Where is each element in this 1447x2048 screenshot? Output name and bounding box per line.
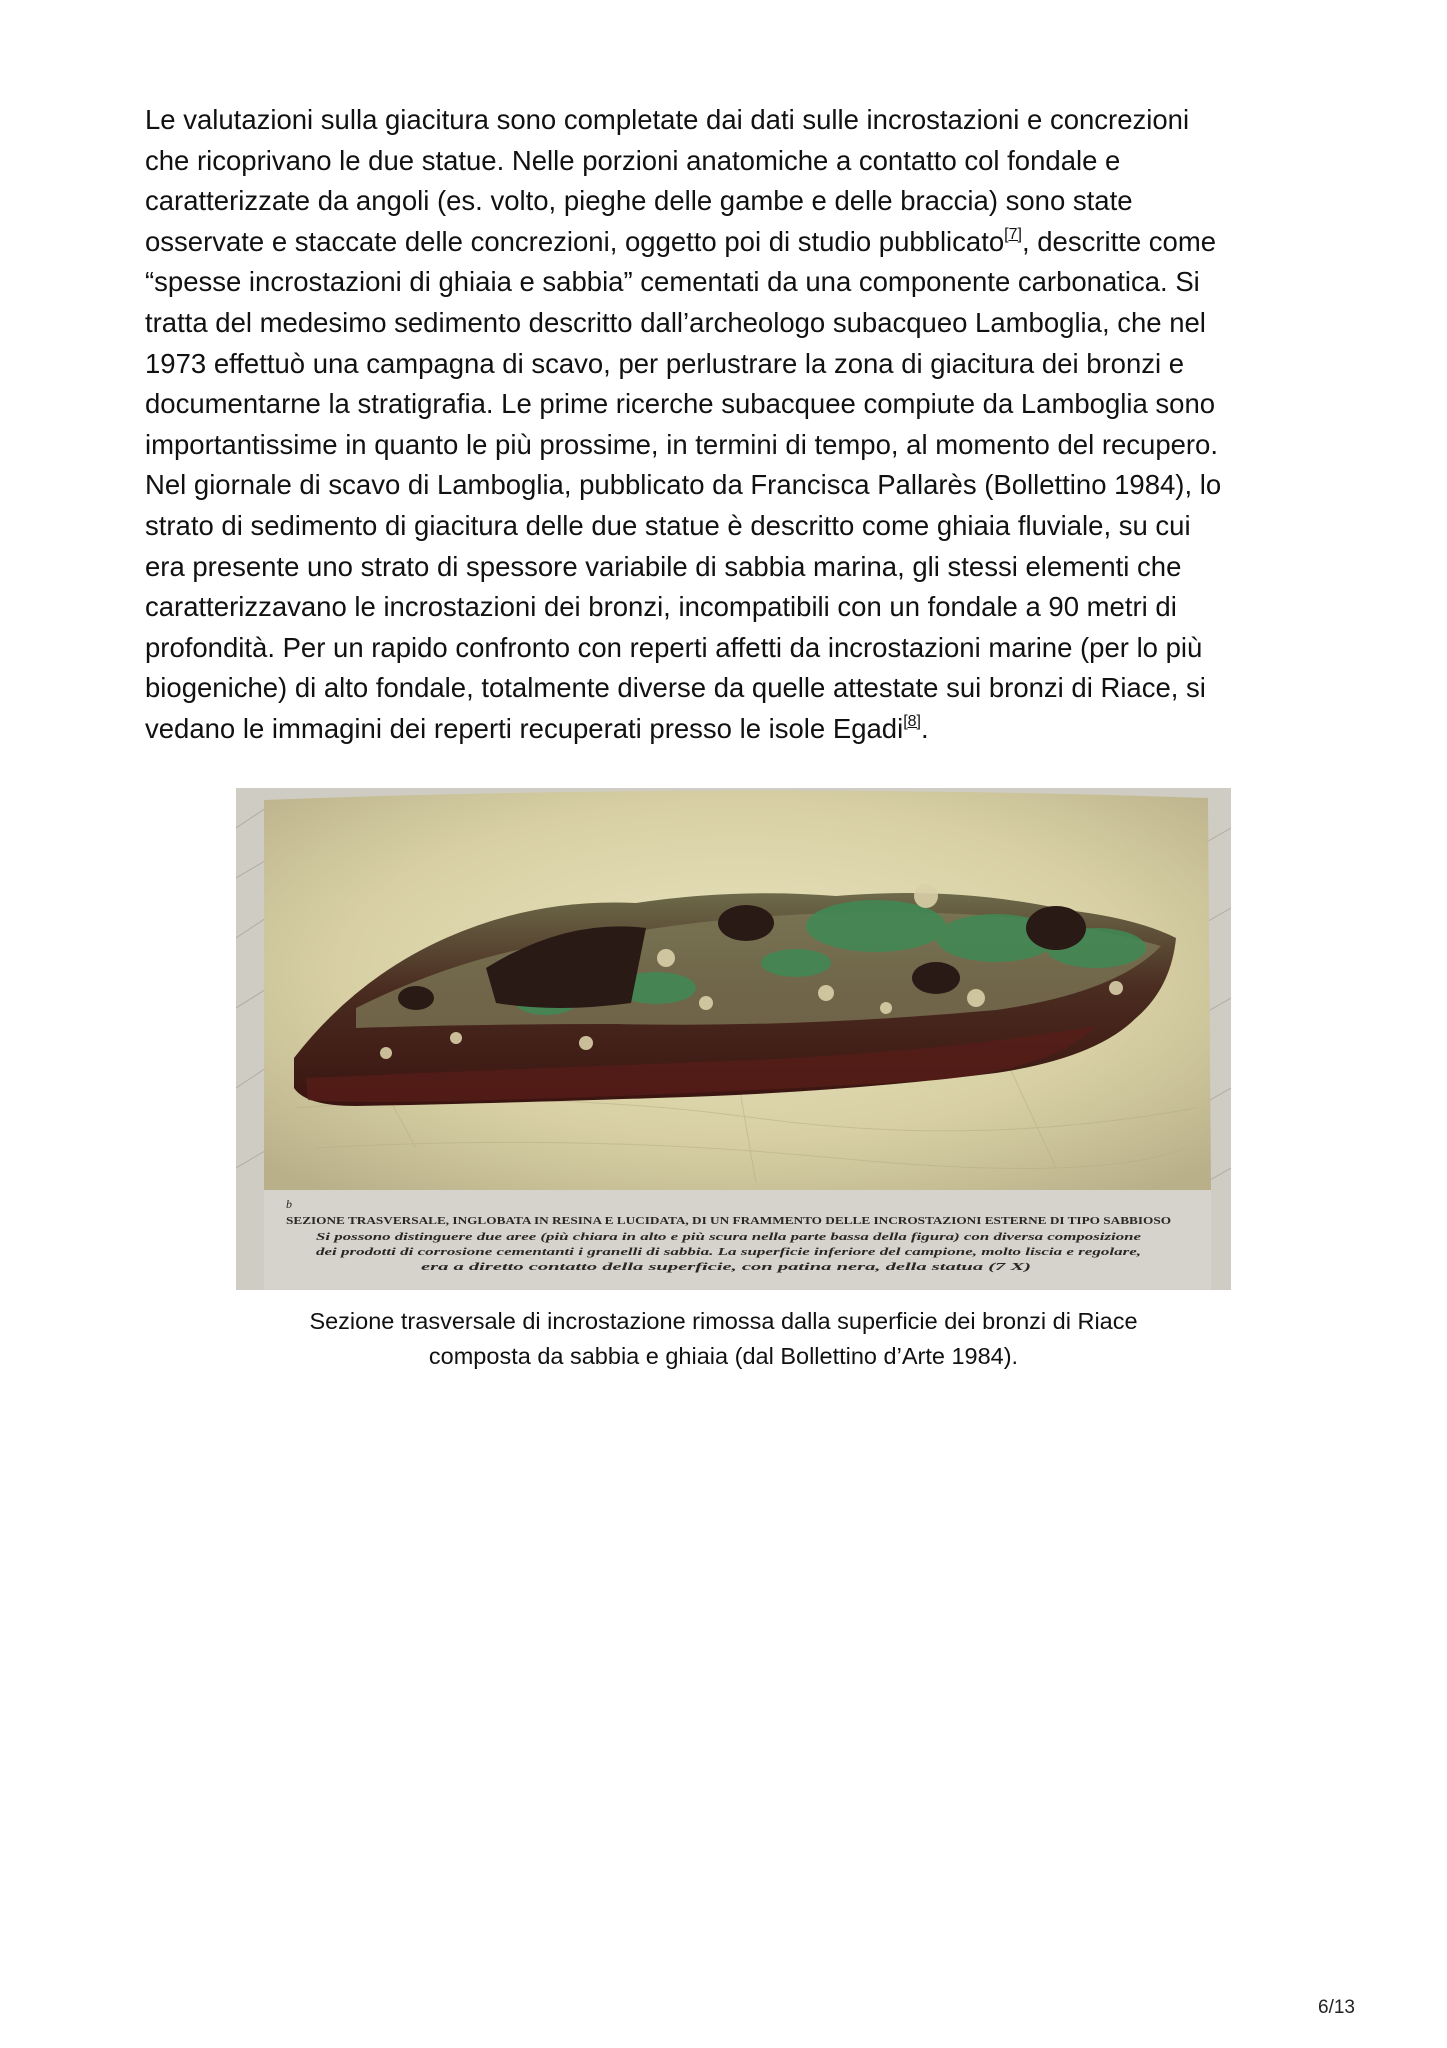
text-line: che ricoprivano le due statue. Nelle porzioni anatomiche a contatto col fondale e <box>145 144 1121 176</box>
text-line: strato di sedimento di giacitura delle due statue è descritto come ghiaia fluviale, su cui <box>145 509 1191 541</box>
figure-caption <box>180 1304 1267 1374</box>
text-fragment: . <box>920 712 929 744</box>
figure-inner-desc-line: Si possono distinguere due aree (più chiara in alto e più scura nella parte bassa della figura) con diversa composizione <box>316 1231 1142 1243</box>
text-line: caratterizzavano le incrostazioni dei bronzi, incompatibili con un fondale a 90 metri di <box>145 591 1177 623</box>
footnote-reference <box>1004 226 1022 243</box>
incrustation-photo <box>236 788 1231 1290</box>
text-line: Nel giornale di scavo di Lamboglia, pubblicato da Francisca Pallarès (Bollettino 1984), lo <box>145 469 1222 501</box>
figure-letter: b <box>286 1197 292 1211</box>
text-fragment: vedano le immagini dei reperti recuperati presso le isole Egadi <box>145 712 904 744</box>
body-paragraph <box>145 100 1305 750</box>
text-line: profondità. Per un rapido confronto con reperti affetti da incrostazioni marine (per lo più <box>145 631 1203 663</box>
text-line: era presente uno strato di spessore variabile di sabbia marina, gli stessi elementi che <box>145 550 1182 582</box>
figure-photo <box>236 788 1231 1290</box>
figure-inner-desc-line: era a diretto contatto della superficie, con patina nera, della statua (7 X) <box>421 1261 1031 1273</box>
text-line: Le valutazioni sulla giacitura sono completate dai dati sulle incrostazioni e concrezioni <box>145 104 1190 135</box>
text-line: documentarne la stratigrafia. Le prime ricerche subacquee compiute da Lamboglia sono <box>145 388 1216 420</box>
figure-inner-desc-line: dei prodotti di corrosione cementanti i granelli di sabbia. La superficie inferiore del campione, molto liscia e regolare, <box>316 1246 1141 1258</box>
text-line: tratta del medesimo sedimento descritto dall’archeologo subacqueo Lamboglia, che nel <box>145 306 1206 338</box>
caption-line: Sezione trasversale di incrostazione rimossa dalla superficie dei bronzi di Riace <box>309 1308 1138 1334</box>
text-line: “spesse incrostazioni di ghiaia e sabbia” cementati da una componente carbonatica. Si <box>145 266 1200 298</box>
text-line-with-reference <box>145 709 1305 750</box>
text-fragment: osservate e staccate delle concrezioni, oggetto poi di studio pubblicato <box>145 225 1005 257</box>
text-line-with-reference <box>145 222 1305 263</box>
text-fragment: , descritte come <box>1021 225 1217 257</box>
footnote-reference <box>903 713 921 730</box>
figure-inner-title: SEZIONE TRASVERSALE, INGLOBATA IN RESINA E LUCIDATA, DI UN FRAMMENTO DELLE INCROSTAZIONI ESTERNE DI TIPO SABBIOSO <box>286 1216 1171 1227</box>
text-line: importantissime in quanto le più prossime, in termini di tempo, al momento del recupero. <box>145 428 1218 460</box>
text-line: 1973 effettuò una campagna di scavo, per perlustrare la zona di giacitura dei bronzi e <box>145 347 1185 379</box>
page-number: 6/13 <box>1318 1997 1355 2018</box>
footnote-link-7[interactable]: [7] <box>1004 225 1022 243</box>
text-line: biogeniche) di alto fondale, totalmente diverse da quelle attestate sui bronzi di Riace, si <box>145 672 1206 704</box>
footnote-link-8[interactable]: [8] <box>903 712 921 730</box>
text-line: caratterizzate da angoli (es. volto, pieghe delle gambe e delle braccia) sono state <box>145 185 1133 217</box>
caption-line: composta da sabbia e ghiaia (dal Bollettino d’Arte 1984). <box>428 1343 1019 1369</box>
